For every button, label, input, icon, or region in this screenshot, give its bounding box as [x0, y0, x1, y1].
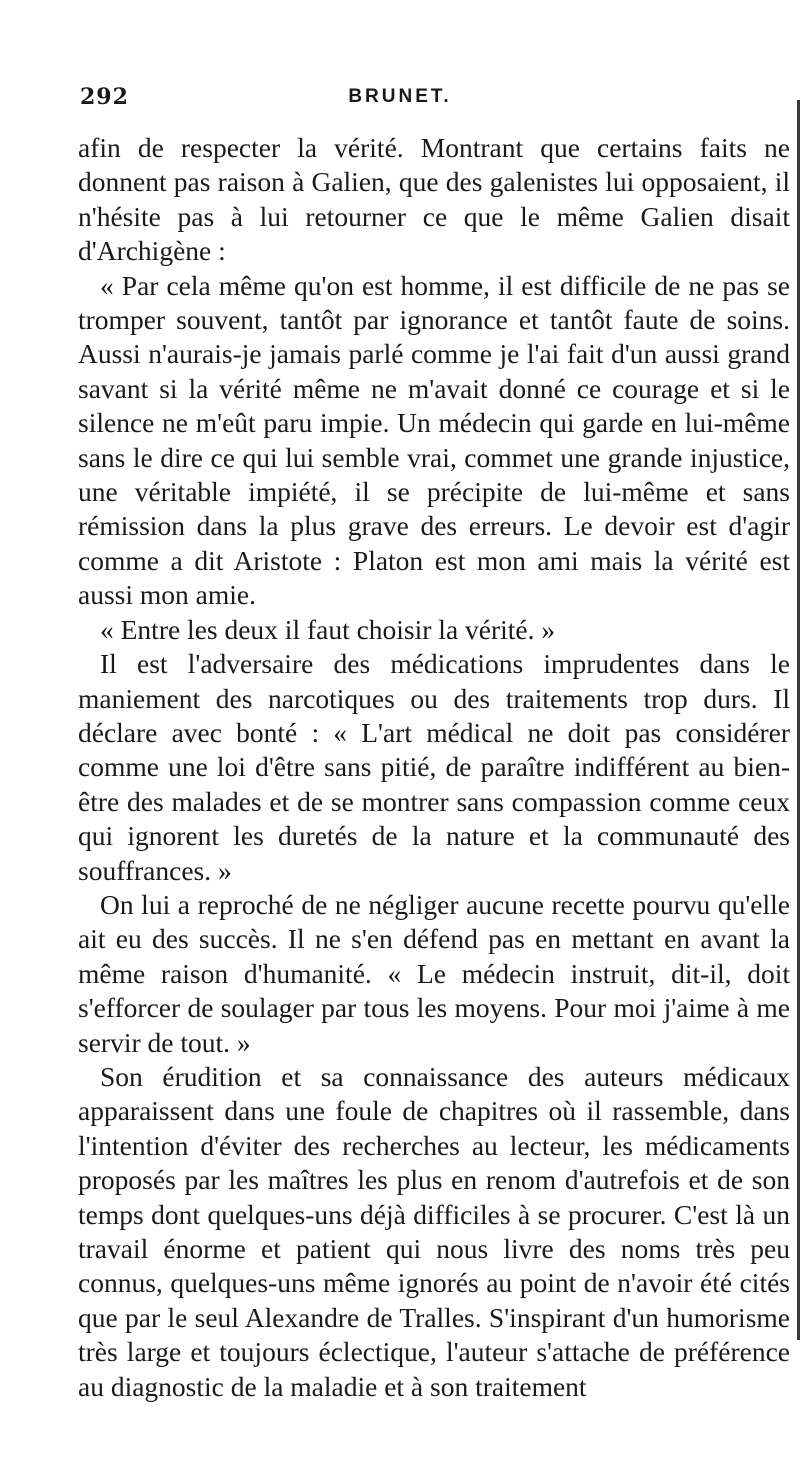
running-head: BRUNET. [348, 86, 452, 107]
paragraph: On lui a reproché de ne négliger aucune recette pourvu qu'elle ait eu des succès. Il ne s'en défend pas en mettant en avant la même raison d'humanité. « Le médecin instruit, dit-il, doit s'efforcer de soulager par tous les moyens. Pour moi j'aime à me servir de tout. » [78, 888, 790, 1058]
page-number: 292 [80, 84, 129, 110]
page-header [0, 84, 800, 120]
paragraph: afin de respecter la vérité. Montrant que certains faits ne donnent pas raison à Galien, que des galenistes lui opposaient, il n'hésite pas à lui retourner ce que le même Galien disait d'Archigène : [78, 132, 790, 267]
body-text [78, 131, 790, 1404]
paragraph: Il est l'adversaire des médications imprudentes dans le maniement des narcotiques ou des traitements trop durs. Il déclare avec bonté : « L'art médical ne doit pas considérer comme une loi d'être sans pitié, de paraître indifférent au bien-être des malades et de se montrer sans compassion comme ceux qui ignorent les duretés de la nature et la communauté des souffrances. » [78, 648, 790, 886]
paragraph: « Par cela même qu'on est homme, il est difficile de ne pas se tromper souvent, tantôt par ignorance et tantôt faute de soins. Aussi n'aurais-je jamais parlé comme je l'ai fait d'un aussi grand savant si la vérité même ne m'avait donné ce courage et si le silence ne m'eût paru impie. Un médecin qui garde en lui-même sans le dire ce qui lui semble vrai, commet une grande injustice, une véritable impiété, il se précipite de lui-même et sans rémission dans la plus grave des erreurs. Le devoir est d'agir comme a dit Aristote : Platon est mon ami mais la vérité est aussi mon amie. [78, 269, 790, 611]
paragraph: Son érudition et sa connaissance des auteurs médicaux apparaissent dans une foule de chapitres où il rassemble, dans l'intention d'éviter des recherches au lecteur, les médicaments proposés par les maîtres les plus en renom d'autrefois et de son temps dont quelques-uns déjà difficiles à se procurer. C'est là un travail énorme et patient qui nous livre des noms très peu connus, quelques-uns même ignorés au point de n'avoir été cités que par le seul Alexandre de Tralles. S'inspirant d'un humorisme très large et toujours éclectique, l'auteur s'attache de préférence au diagnostic de la maladie et à son traitement [78, 1060, 790, 1402]
paragraph: « Entre les deux il faut choisir la vérité. » [100, 613, 556, 645]
